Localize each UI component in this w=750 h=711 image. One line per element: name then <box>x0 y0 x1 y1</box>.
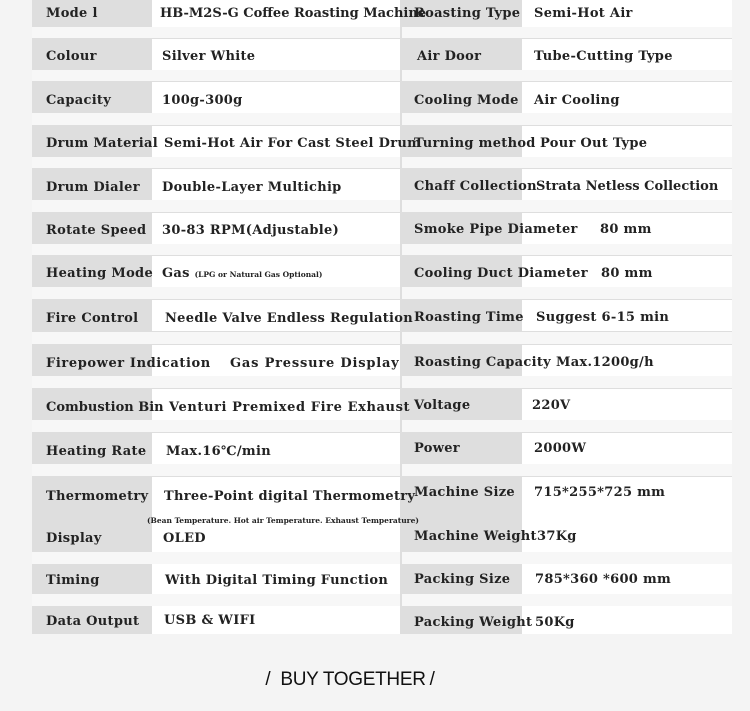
spec-value: Max.1200g/h <box>556 355 654 370</box>
spec-label: Cooling Duct Diameter <box>414 266 588 281</box>
spec-value: 100g-300g <box>162 93 243 108</box>
spec-label: Turning method <box>414 136 536 151</box>
spec-label: Mode l <box>46 6 98 21</box>
spec-value: HB-M2S-G Coffee Roasting Machine <box>160 6 427 21</box>
row-spacer <box>32 287 732 299</box>
spec-label: Packing Size <box>414 572 511 587</box>
spec-label: Heating Rate <box>46 444 147 459</box>
row-spacer <box>32 594 732 606</box>
spec-label: Roasting Capacity <box>414 355 552 370</box>
spec-value: USB & WIFI <box>164 613 256 628</box>
spec-label: Capacity <box>46 93 112 108</box>
spec-label: Drum Material <box>46 136 158 151</box>
spec-label: Voltage <box>414 398 471 413</box>
spec-value: 37Kg <box>537 529 577 544</box>
spec-label: Smoke Pipe Diameter <box>414 222 578 237</box>
row-spacer <box>32 69 732 81</box>
spec-label: Colour <box>46 49 97 64</box>
spec-label: Timing <box>46 573 100 588</box>
spec-value: Suggest 6-15 min <box>536 310 670 325</box>
spec-label: Rotate Speed <box>46 223 147 238</box>
spec-value: OLED <box>163 531 206 546</box>
spec-label: Chaff Collection <box>414 179 537 194</box>
spec-value: Gas Pressure Display <box>230 356 400 371</box>
spec-row-display <box>32 521 732 552</box>
row-spacer <box>32 552 732 564</box>
spec-value: Strata Netless Collection <box>536 179 719 194</box>
spec-value: 785*360 *600 mm <box>535 572 672 587</box>
spec-table <box>32 0 732 632</box>
spec-label: Data Output <box>46 614 140 629</box>
row-spacer <box>32 332 732 344</box>
spec-value: 80 mm <box>601 266 653 281</box>
spec-label: Power <box>414 441 460 456</box>
spec-value <box>162 266 322 283</box>
spec-label: Roasting Type <box>414 6 521 21</box>
spec-value: Three-Point digital Thermometry <box>164 489 416 504</box>
spec-value: Air Cooling <box>534 93 620 108</box>
spec-value: 50Kg <box>535 615 575 630</box>
spec-value: Semi-Hot Air <box>534 6 633 21</box>
spec-label: Air Door <box>417 49 482 64</box>
spec-value: Venturi Premixed Fire Exhaust <box>169 400 411 415</box>
row-spacer <box>32 464 732 476</box>
spec-label: Combustion Bin <box>46 400 164 415</box>
heading-slash-right: / <box>429 669 435 690</box>
spec-value: Double-Layer Multichip <box>162 180 342 195</box>
heading-label: BUY TOGETHER <box>280 669 426 690</box>
row-spacer <box>32 26 732 38</box>
spec-label: Cooling Mode <box>414 93 519 108</box>
spec-value: 220V <box>532 398 571 413</box>
spec-value: Pour Out Type <box>540 136 648 151</box>
row-spacer <box>32 420 732 432</box>
spec-label: Machine Weight <box>414 529 537 544</box>
row-spacer <box>32 376 732 388</box>
buy-together-heading <box>0 669 700 691</box>
spec-value: Needle Valve Endless Regulation <box>165 311 414 326</box>
spec-value: 80 mm <box>600 222 652 237</box>
spec-value: With Digital Timing Function <box>165 573 389 588</box>
spec-value: Semi-Hot Air For Cast Steel Drum <box>164 136 422 151</box>
spec-label: Heating Mode <box>46 266 154 281</box>
spec-value: 715*255*725 mm <box>534 485 666 500</box>
spec-value: Max.16℃/min <box>166 444 271 459</box>
spec-label: Drum Dialer <box>46 180 140 195</box>
spec-value: Tube-Cutting Type <box>534 49 673 64</box>
spec-label: Machine Size <box>414 485 515 500</box>
heating-mode-value: Gas <box>162 266 190 281</box>
row-spacer <box>32 113 732 125</box>
spec-value: Silver White <box>162 49 256 64</box>
thermometry-note: (Bean Temperature. Hot air Temperature. Exhaust Temperature) <box>147 516 419 525</box>
spec-label: Packing Weight <box>414 615 533 630</box>
spec-value: 2000W <box>534 441 587 456</box>
spec-label: Fire Control <box>46 311 139 326</box>
spec-label: Firepower Indication <box>46 356 211 371</box>
heading-slash-left: / <box>265 669 271 690</box>
spec-value: 30-83 RPM(Adjustable) <box>162 223 340 238</box>
spec-label: Thermometry <box>46 489 149 504</box>
row-spacer <box>32 200 732 212</box>
row-spacer <box>32 243 732 255</box>
spec-label: Roasting Time <box>414 310 524 325</box>
spec-row-capacity <box>32 82 732 113</box>
row-spacer <box>32 156 732 168</box>
heating-mode-note: (LPG or Natural Gas Optional) <box>194 270 323 279</box>
spec-label: Display <box>46 531 102 546</box>
